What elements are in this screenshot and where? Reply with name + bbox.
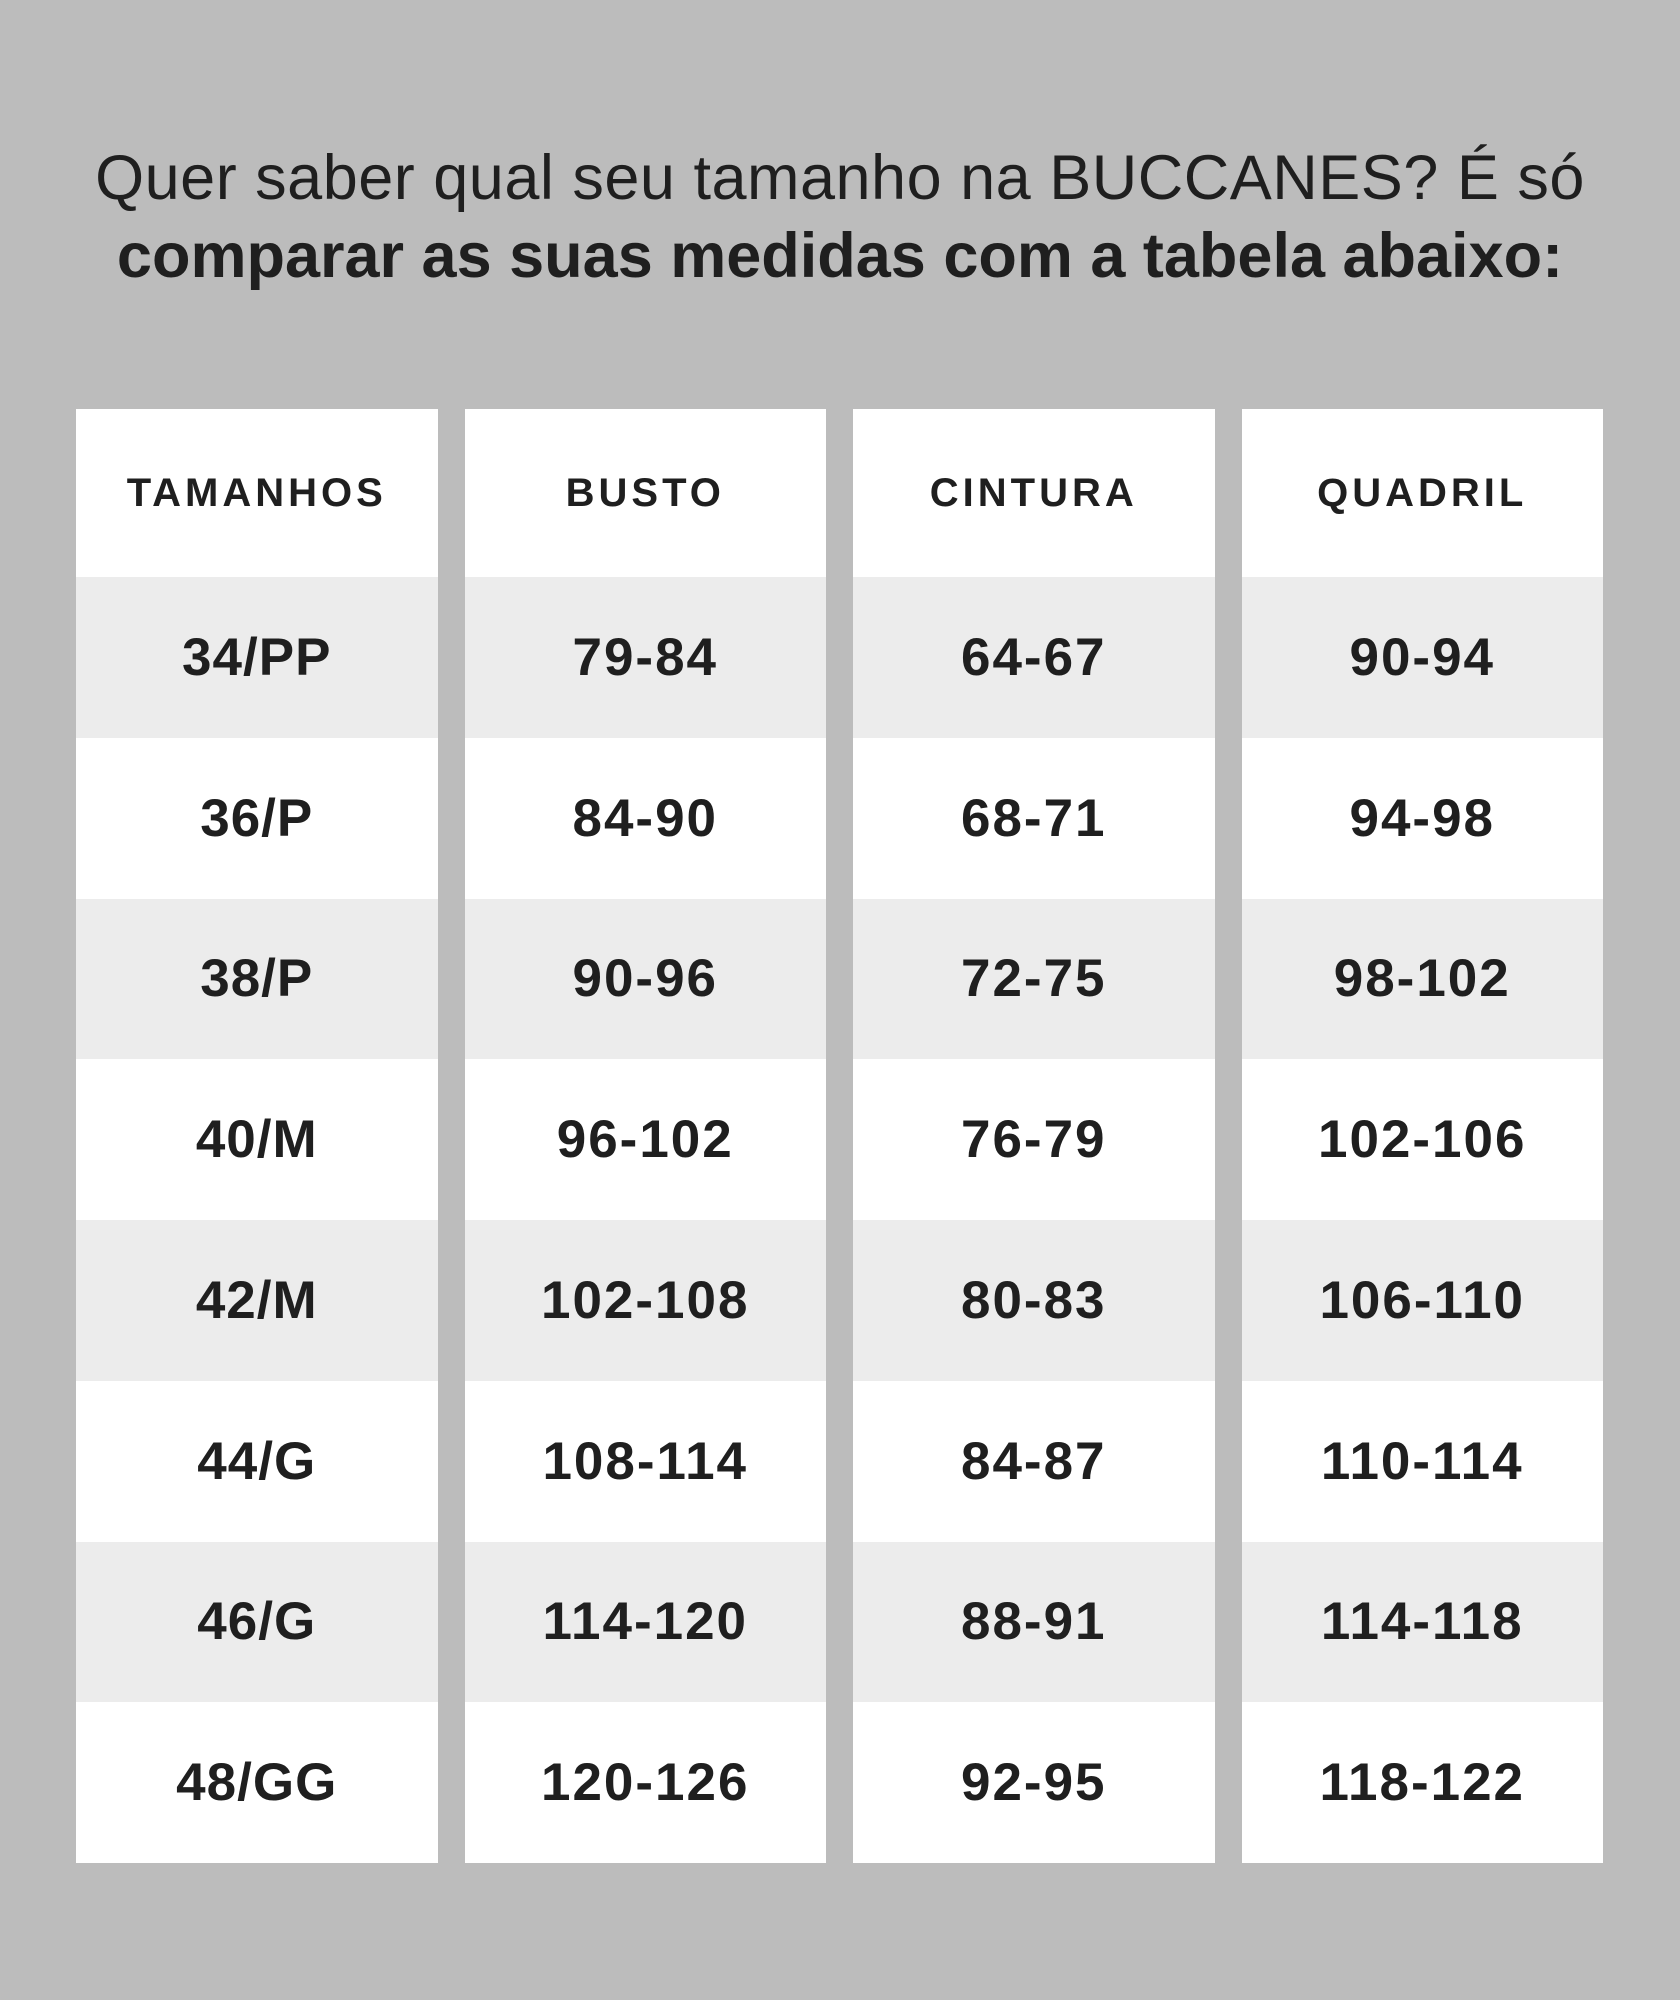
cintura-range-cell: 92-95: [853, 1702, 1215, 1863]
quadril-range-cell: 118-122: [1242, 1702, 1604, 1863]
size-label-cell: 42/M: [76, 1220, 438, 1381]
cintura-range-cell: 72-75: [853, 899, 1215, 1060]
busto-range-cell: 114-120: [465, 1542, 827, 1703]
busto-range-cell: 102-108: [465, 1220, 827, 1381]
size-label-cell: 36/P: [76, 738, 438, 899]
busto-range-cell: 96-102: [465, 1059, 827, 1220]
column-busto: [465, 409, 827, 1863]
size-label-cell: 44/G: [76, 1381, 438, 1542]
quadril-range-cell: 102-106: [1242, 1059, 1604, 1220]
column-cintura: [853, 409, 1215, 1863]
cintura-range-cell: 64-67: [853, 577, 1215, 738]
cintura-range-cell: 80-83: [853, 1220, 1215, 1381]
size-label-cell: 34/PP: [76, 577, 438, 738]
size-chart-table: [76, 409, 1603, 1863]
cintura-range-cell: 88-91: [853, 1542, 1215, 1703]
title-line-1: Quer saber qual seu tamanho na BUCCANES? É só: [95, 143, 1585, 213]
page-title: [0, 139, 1680, 295]
quadril-range-cell: 110-114: [1242, 1381, 1604, 1542]
quadril-range-cell: 90-94: [1242, 577, 1604, 738]
size-label-cell: 38/P: [76, 899, 438, 1060]
column-header-quadril: QUADRIL: [1242, 409, 1604, 577]
quadril-range-cell: 106-110: [1242, 1220, 1604, 1381]
busto-range-cell: 120-126: [465, 1702, 827, 1863]
busto-range-cell: 79-84: [465, 577, 827, 738]
quadril-range-cell: 98-102: [1242, 899, 1604, 1060]
column-header-busto: BUSTO: [465, 409, 827, 577]
size-label-cell: 40/M: [76, 1059, 438, 1220]
cintura-range-cell: 68-71: [853, 738, 1215, 899]
quadril-range-cell: 94-98: [1242, 738, 1604, 899]
size-label-cell: 48/GG: [76, 1702, 438, 1863]
cintura-range-cell: 76-79: [853, 1059, 1215, 1220]
cintura-range-cell: 84-87: [853, 1381, 1215, 1542]
title-line-2: comparar as suas medidas com a tabela abaixo:: [116, 221, 1564, 291]
size-label-cell: 46/G: [76, 1542, 438, 1703]
column-quadril: [1242, 409, 1604, 1863]
column-tamanhos: [76, 409, 438, 1863]
quadril-range-cell: 114-118: [1242, 1542, 1604, 1703]
busto-range-cell: 90-96: [465, 899, 827, 1060]
column-header-cintura: CINTURA: [853, 409, 1215, 577]
column-header-tamanhos: TAMANHOS: [76, 409, 438, 577]
busto-range-cell: 84-90: [465, 738, 827, 899]
busto-range-cell: 108-114: [465, 1381, 827, 1542]
